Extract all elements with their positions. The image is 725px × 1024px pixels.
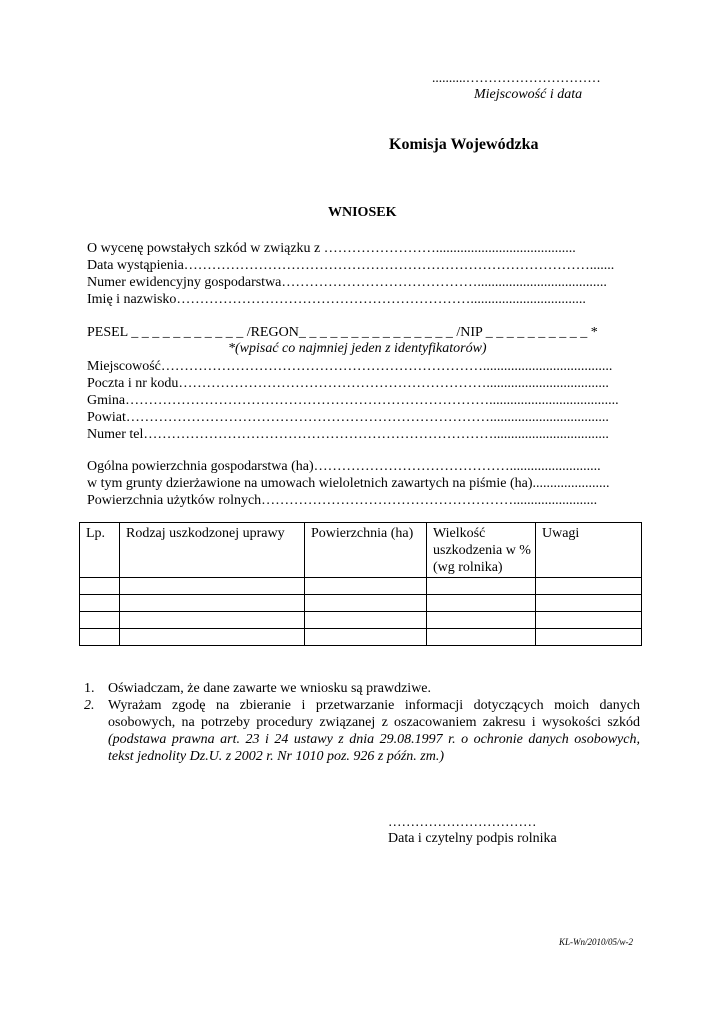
table-cell[interactable] [80, 612, 120, 629]
field-full-name[interactable]: Imię i nazwisko………………………………………………………................................. [87, 292, 586, 307]
commission-title: Komisja Wojewódzka [389, 136, 539, 153]
column-header-crop-type: Rodzaj uszkodzonej uprawy [120, 523, 305, 578]
identifier-note: *(wpisać co najmniej jeden z identyfikatorów) [228, 341, 487, 356]
table-header-row [80, 523, 642, 578]
table-row [80, 595, 642, 612]
form-title: WNIOSEK [328, 205, 397, 220]
table-cell[interactable] [536, 595, 642, 612]
table-cell[interactable] [536, 612, 642, 629]
declaration-2-body [108, 697, 640, 765]
table-cell[interactable] [305, 578, 427, 595]
declaration-2-number: 2. [84, 698, 95, 713]
signature-label: Data i czytelny podpis rolnika [388, 831, 557, 846]
table-cell[interactable] [427, 578, 536, 595]
field-damage-cause[interactable]: O wycenę powstałych szkód w związku z ……………………........................................ [87, 241, 576, 256]
table-cell[interactable] [427, 612, 536, 629]
table-cell[interactable] [427, 595, 536, 612]
field-post-code[interactable]: Poczta i nr kodu…………………………………………………………................................... [87, 376, 609, 391]
table-cell[interactable] [305, 629, 427, 646]
table-cell[interactable] [80, 595, 120, 612]
field-phone[interactable]: Numer tel…………………………………………………………………................................. [87, 427, 609, 442]
table-cell[interactable] [536, 578, 642, 595]
table-cell[interactable] [120, 578, 305, 595]
form-code: KL-Wn/2010/05/w-2 [559, 937, 634, 947]
column-header-area: Powierzchnia (ha) [305, 523, 427, 578]
declaration-2-legal-basis: (podstawa prawna art. 23 i 24 ustawy z dnia 29.08.1997 r. o ochronie danych osobowych, tekst jednolity Dz.U. z 2002 r. Nr 1010 poz. 926 z późn. zm.) [108, 732, 640, 764]
table-cell[interactable] [120, 629, 305, 646]
table-cell[interactable] [80, 629, 120, 646]
table-cell[interactable] [427, 629, 536, 646]
declaration-1-text: Oświadczam, że dane zawarte we wniosku są prawdziwe. [108, 681, 432, 696]
table-row [80, 612, 642, 629]
field-total-area[interactable]: Ogólna powierzchnia gospodarstwa (ha)…………………………………….......................... [87, 459, 601, 474]
date-label: Miejscowość i data [474, 87, 583, 102]
field-leased-area[interactable]: w tym grunty dzierżawione na umowach wieloletnich zawartych na piśmie (ha)...................... [87, 476, 610, 491]
declaration-1-number: 1. [84, 681, 95, 696]
table-cell[interactable] [536, 629, 642, 646]
table-cell[interactable] [80, 578, 120, 595]
table-cell[interactable] [120, 595, 305, 612]
table-cell[interactable] [305, 595, 427, 612]
date-dots: ..........………………………… [432, 70, 601, 85]
column-header-notes: Uwagi [536, 523, 642, 578]
field-locality[interactable]: Miejscowość……………………………………………………………..................................... [87, 359, 613, 374]
field-identifiers[interactable]: PESEL _ _ _ _ _ _ _ _ _ _ _ /REGON_ _ _ _ _ _ _ _ _ _ _ _ _ _ _ /NIP _ _ _ _ _ _ _ _ _ _ * [87, 325, 598, 340]
field-farm-number[interactable]: Numer ewidencyjny gospodarstwa……………………………………..................................... [87, 275, 607, 290]
field-agricultural-area[interactable]: Powierzchnia użytków rolnych………………………………………………........................ [87, 493, 598, 508]
declaration-2-text: Wyrażam zgodę na zbieranie i przetwarzanie informacji dotyczących moich danych osobowych, na potrzeby procedury związanej z oszacowaniem zakresu i wysokości szkód [108, 698, 640, 730]
field-commune[interactable]: Gmina……………………………………………………………………..................................... [87, 393, 619, 408]
column-header-lp: Lp. [80, 523, 120, 578]
field-county[interactable]: Powiat…………………………………………………………………….................................. [87, 410, 609, 425]
field-occurrence-date[interactable]: Data wystąpienia……………………………………………………………………………....... [87, 258, 615, 273]
table-cell[interactable] [120, 612, 305, 629]
table-cell[interactable] [305, 612, 427, 629]
table-row [80, 578, 642, 595]
signature-dots: …………………………… [388, 814, 537, 829]
table-row [80, 629, 642, 646]
damage-table [79, 522, 642, 646]
column-header-damage-percent: Wielkość uszkodzenia w % (wg rolnika) [427, 523, 536, 578]
